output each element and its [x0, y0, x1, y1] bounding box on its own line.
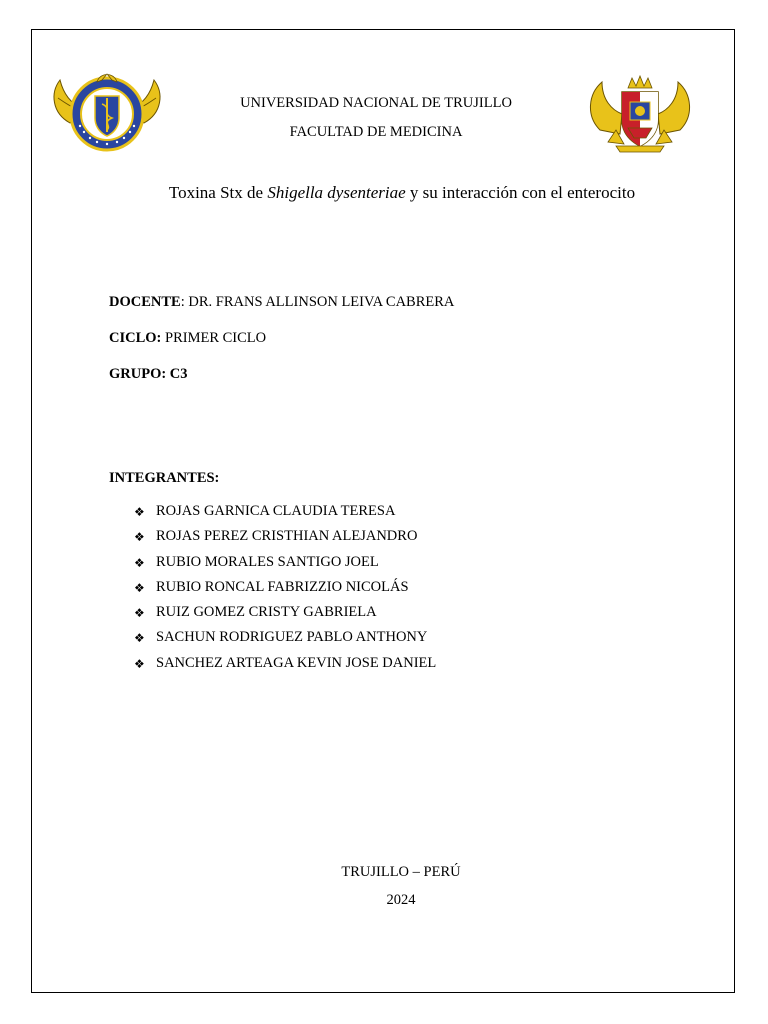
grupo-line — [109, 366, 188, 383]
bullet-icon: ❖ — [134, 656, 145, 671]
city-country: TRUJILLO – PERÚ — [341, 864, 461, 880]
bullet-icon: ❖ — [134, 606, 145, 621]
ciclo-value: PRIMER CICLO — [161, 330, 267, 346]
bullet-icon: ❖ — [134, 530, 145, 545]
title-species: Shigella dysenteriae — [267, 183, 406, 202]
list-item — [134, 604, 436, 629]
list-item — [134, 579, 436, 604]
member-name: SACHUN RODRIGUEZ PABLO ANTHONY — [156, 629, 428, 646]
faculty-name: FACULTAD DE MEDICINA — [289, 124, 463, 140]
member-name: RUBIO RONCAL FABRIZZIO NICOLÁS — [156, 578, 409, 595]
list-item — [134, 629, 436, 654]
integrantes-heading — [109, 470, 219, 487]
bullet-icon: ❖ — [134, 631, 145, 646]
bullet-icon: ❖ — [134, 580, 145, 595]
member-name: SANCHEZ ARTEAGA KEVIN JOSE DANIEL — [156, 654, 437, 671]
list-item — [134, 528, 436, 553]
ciclo-line — [109, 330, 266, 347]
member-name: ROJAS GARNICA CLAUDIA TERESA — [156, 503, 396, 519]
title-suffix: y su interacción con el enterocito — [405, 183, 636, 202]
bullet-icon: ❖ — [134, 505, 145, 519]
list-item — [134, 554, 436, 579]
grupo-label: GRUPO: C3 — [109, 366, 188, 382]
list-item — [134, 503, 436, 528]
docente-value: : DR. FRANS ALLINSON LEIVA CABRERA — [180, 294, 455, 310]
docente-label: DOCENTE — [109, 294, 181, 310]
document-title — [18, 183, 768, 203]
university-coat-of-arms-icon — [586, 72, 694, 156]
docente-line — [109, 294, 454, 311]
university-name: UNIVERSIDAD NACIONAL DE TRUJILLO — [240, 95, 512, 111]
ciclo-label: CICLO: — [109, 330, 162, 346]
member-name: ROJAS PEREZ CRISTHIAN ALEJANDRO — [156, 528, 418, 545]
faculty-medicine-seal-icon — [50, 68, 164, 156]
title-prefix: Toxina Stx de — [168, 183, 268, 202]
member-name: RUIZ GOMEZ CRISTY GABRIELA — [156, 604, 377, 621]
bullet-icon: ❖ — [134, 555, 145, 570]
member-name: RUBIO MORALES SANTIGO JOEL — [156, 553, 379, 570]
integrantes-label: INTEGRANTES: — [109, 470, 220, 486]
year: 2024 — [386, 892, 416, 908]
list-item — [134, 655, 436, 680]
members-list — [134, 503, 436, 680]
